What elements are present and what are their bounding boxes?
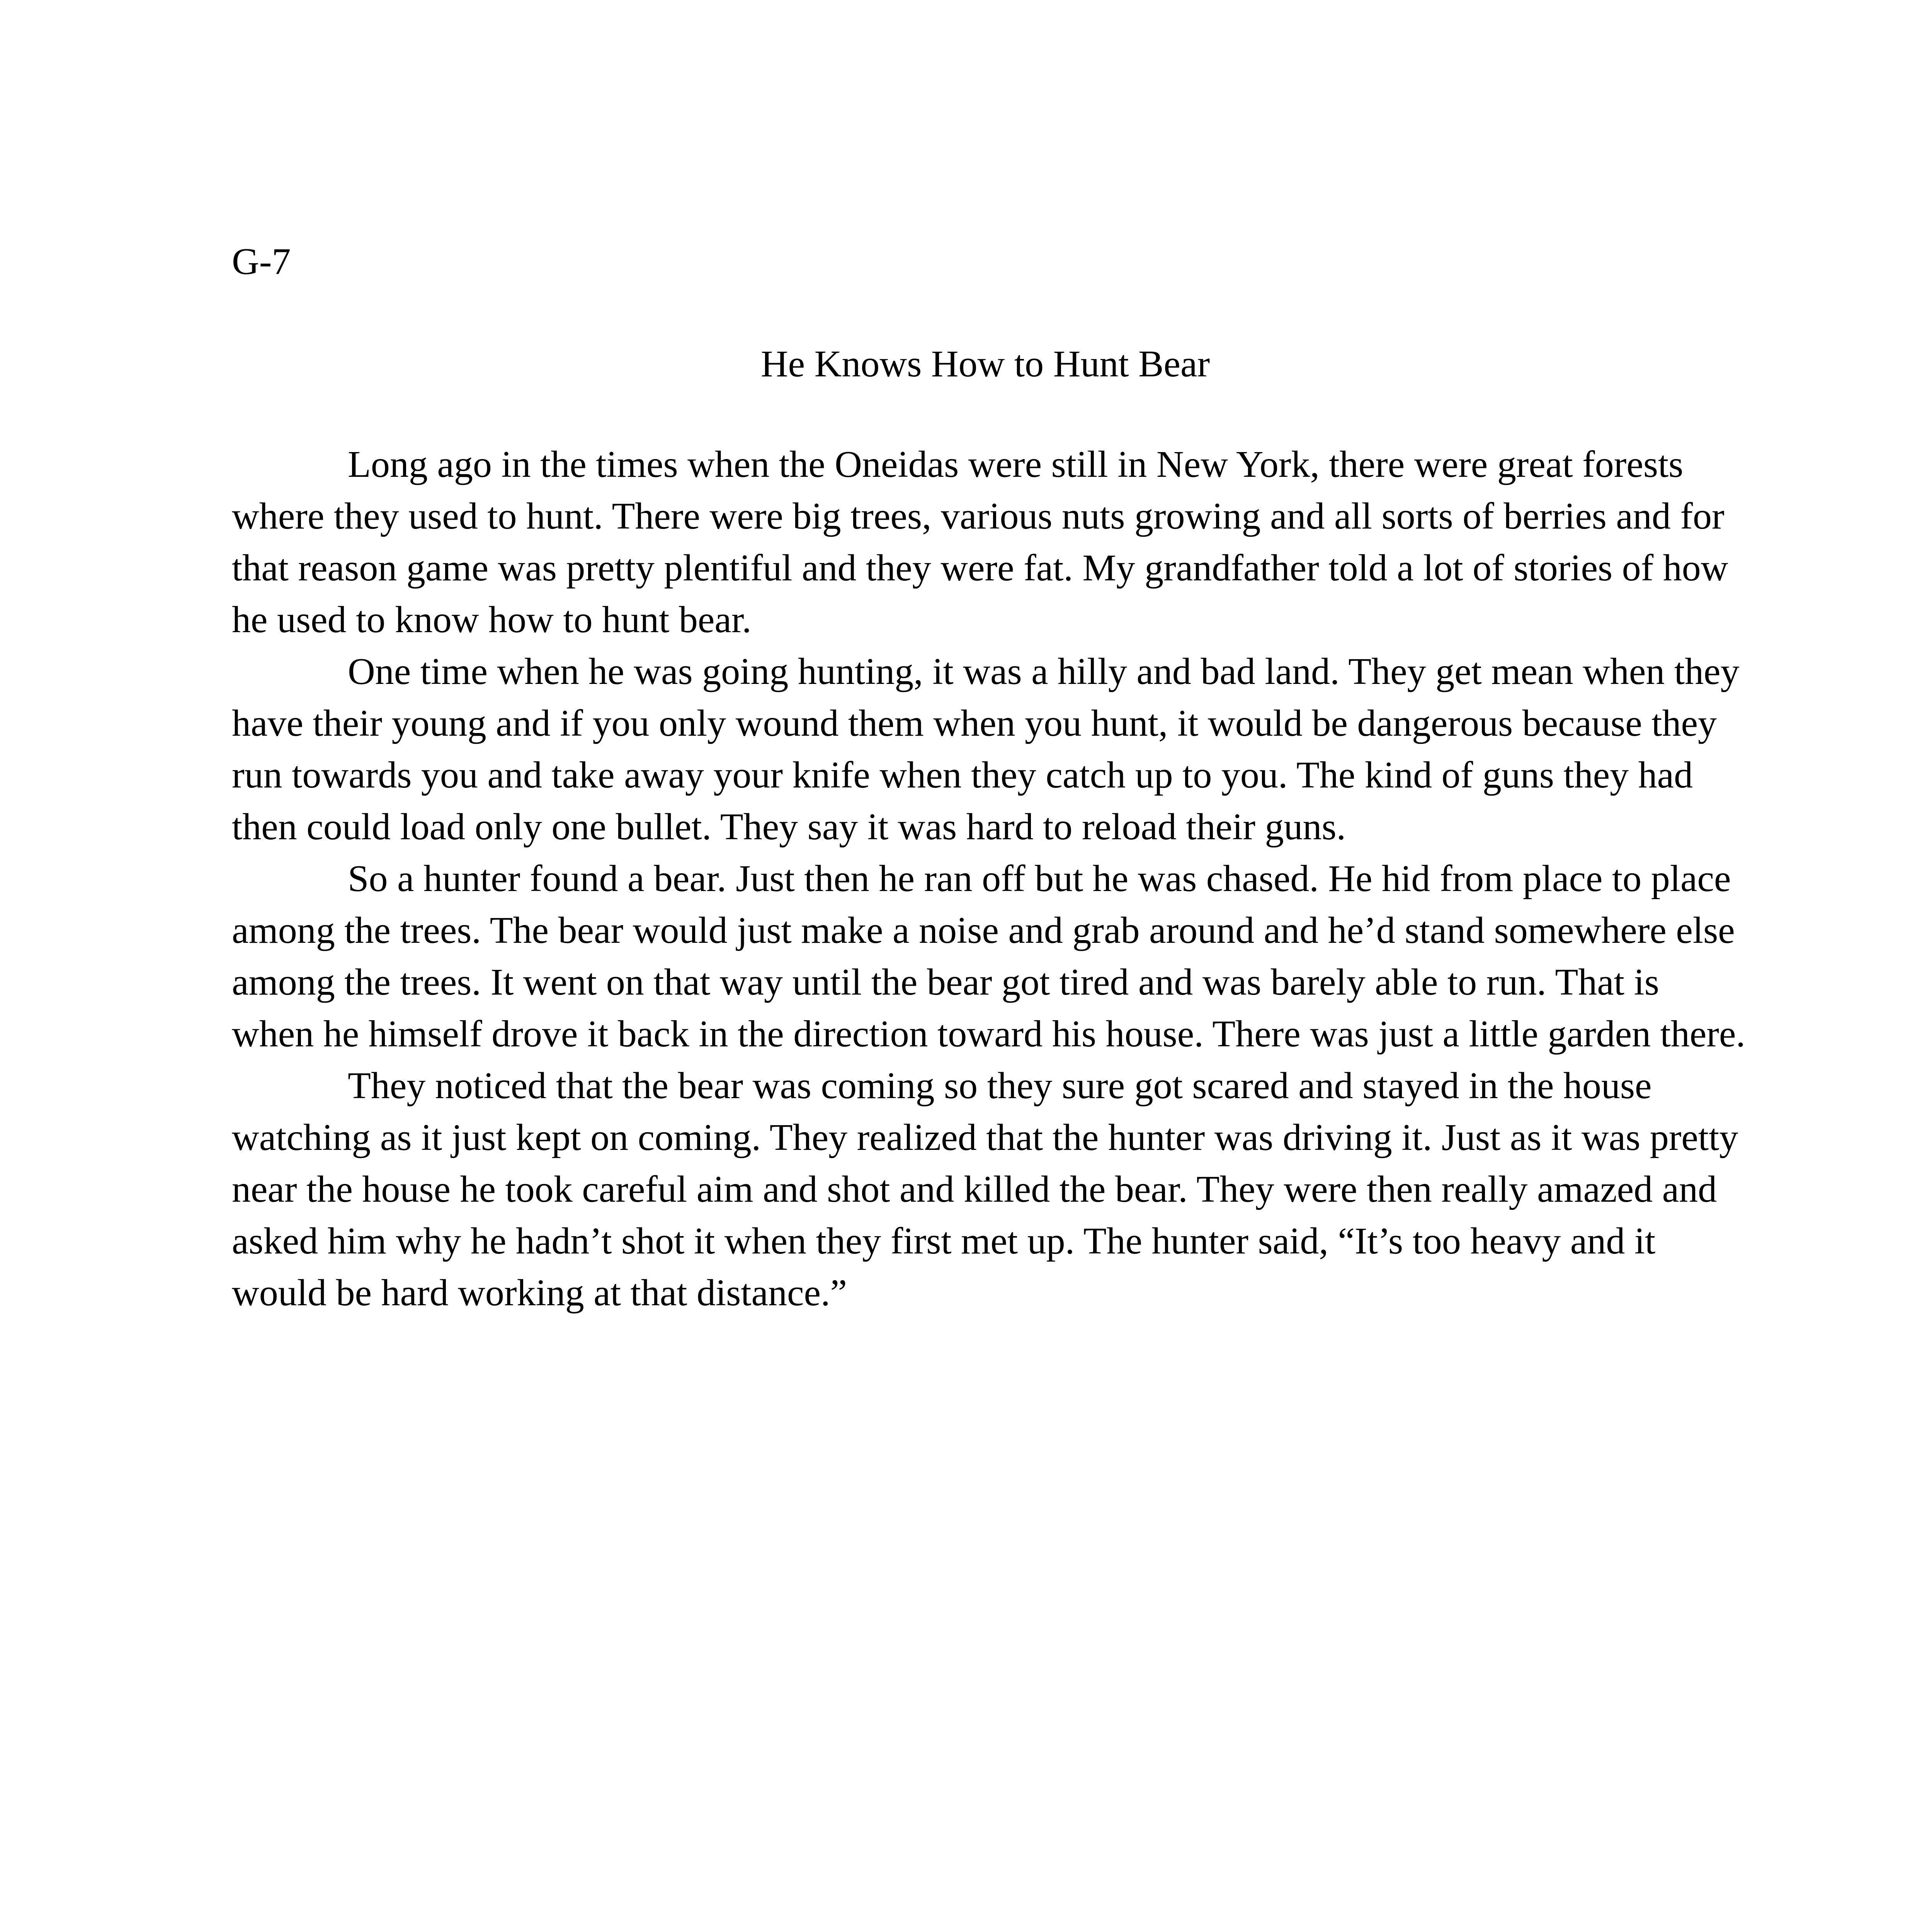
paragraph: They noticed that the bear was coming so they sure got scared and stayed in the house watching as it just kept on coming. They realized that the hunter was driving it. Just as it was pretty near the house he took careful aim and shot and killed the bear. They were then really amazed and asked him why he hadn’t shot it when they first met up. The hunter said, “It’s too heavy and it would be hard working at that distance.” [232, 1065, 1738, 1314]
document-title: He Knows How to Hunt Bear [760, 343, 1210, 385]
paragraph: So a hunter found a bear. Just then he ran off but he was chased. He hid from place to place among the trees. The bear would just make a noise and grab around and he’d stand somewhere else among the trees. It went on that way until the bear got tired and was barely able to run. That is when he himself drove it back in the direction toward his house. There was just a little garden there. [232, 858, 1746, 1055]
page-label: G-7 [232, 241, 291, 282]
paragraph: One time when he was going hunting, it was a hilly and bad land. They get mean when they have their young and if you only wound them when you hunt, it would be dangerous because they run towards you and take away your knife when they catch up to you. The kind of guns they had then could load only one bullet. They say it was hard to reload their guns. [232, 651, 1740, 848]
story-body [232, 439, 1750, 1319]
paragraph: Long ago in the times when the Oneidas were still in New York, there were great forests where they used to hunt. There were big trees, various nuts growing and all sorts of berries and for that reason game was pretty plentiful and they were fat. My grandfather told a lot of stories of how he used to know how to hunt bear. [232, 444, 1728, 641]
